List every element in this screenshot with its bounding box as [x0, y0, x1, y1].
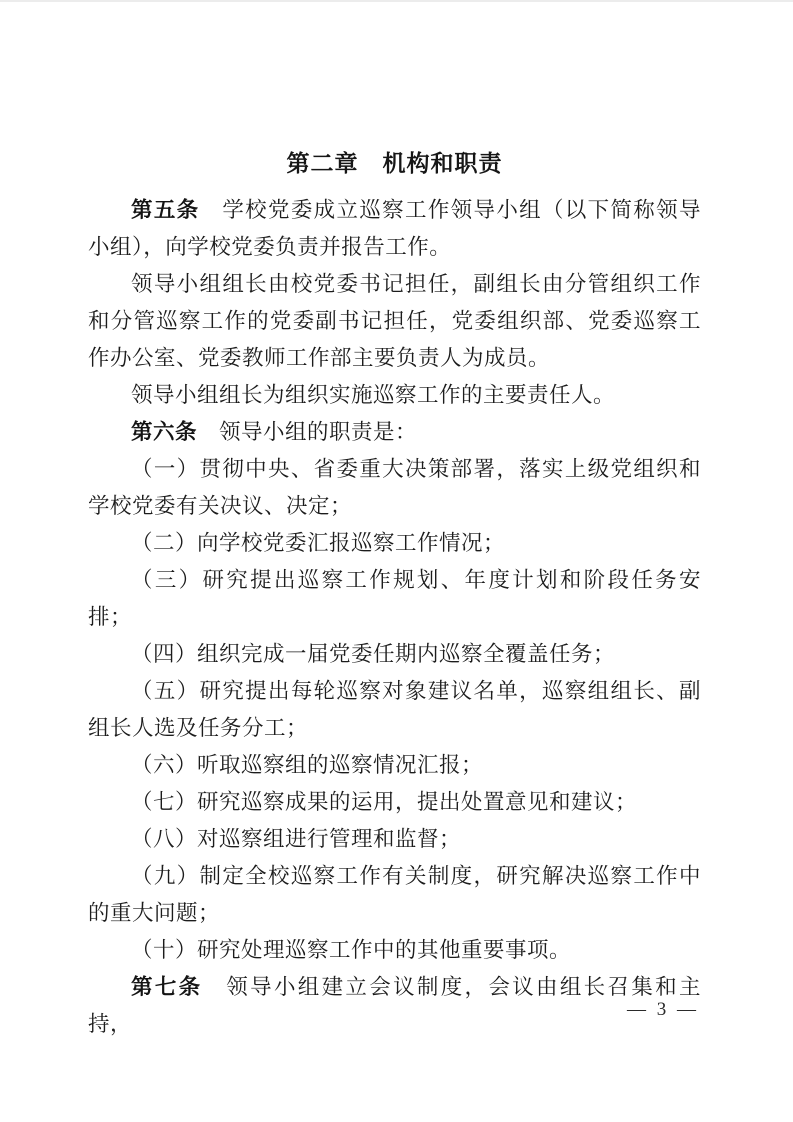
leader-responsibility-text: 领导小组组长为组织实施巡察工作的主要责任人。 [131, 383, 616, 407]
para-duty-2 [88, 525, 701, 562]
para-duty-3 [88, 562, 701, 636]
para-leader-composition [88, 266, 701, 377]
duty-10-text: （十）研究处理巡察工作中的其他重要事项。 [131, 938, 572, 962]
scan-edge-artifact [0, 0, 793, 2]
para-duty-6 [88, 747, 701, 784]
article-6-text: 领导小组的职责是： [197, 420, 418, 444]
duty-4-text: （四）组织完成一届党委任期内巡察全覆盖任务； [131, 642, 616, 666]
article-5-text: 学校党委成立巡察工作领导小组（以下简称领导小组），向学校党委负责并报告工作。 [88, 198, 701, 259]
para-duty-5 [88, 673, 701, 747]
document-body [88, 150, 701, 1043]
para-article-7 [88, 969, 701, 1043]
para-duty-1 [88, 451, 701, 525]
para-duty-7 [88, 784, 701, 821]
para-duty-4 [88, 636, 701, 673]
article-6-label: 第六条 [131, 420, 198, 444]
duty-3-text: （三）研究提出巡察工作规划、年度计划和阶段任务安排； [88, 568, 701, 629]
duty-9-text: （九）制定全校巡察工作有关制度，研究解决巡察工作中的重大问题； [88, 864, 701, 925]
chapter-heading: 第二章 机构和职责 [286, 150, 503, 176]
leader-composition-text: 领导小组组长由校党委书记担任，副组长由分管组织工作和分管巡察工作的党委副书记担任，党委组织部、党委巡察工作办公室、党委教师工作部主要负责人为成员。 [88, 272, 701, 370]
page-number: — 3 — [627, 999, 699, 1020]
para-duty-10 [88, 932, 701, 969]
duty-7-text: （七）研究巡察成果的运用，提出处置意见和建议； [131, 790, 638, 814]
article-7-text: 领导小组建立会议制度，会议由组长召集和主持， [88, 975, 701, 1036]
para-article-5 [88, 192, 701, 266]
para-duty-8 [88, 821, 701, 858]
para-duty-9 [88, 858, 701, 932]
para-leader-responsibility [88, 377, 701, 414]
para-article-6 [88, 414, 701, 451]
article-5-label: 第五条 [131, 198, 200, 222]
duty-5-text: （五）研究提出每轮巡察对象建议名单，巡察组组长、副组长人选及任务分工； [88, 679, 701, 740]
duty-8-text: （八）对巡察组进行管理和监督； [131, 827, 462, 851]
duty-1-text: （一）贯彻中央、省委重大决策部署，落实上级党组织和学校党委有关决议、决定； [88, 457, 701, 518]
duty-2-text: （二）向学校党委汇报巡察工作情况； [131, 531, 506, 555]
duty-6-text: （六）听取巡察组的巡察情况汇报； [131, 753, 484, 777]
article-7-label: 第七条 [131, 975, 203, 999]
